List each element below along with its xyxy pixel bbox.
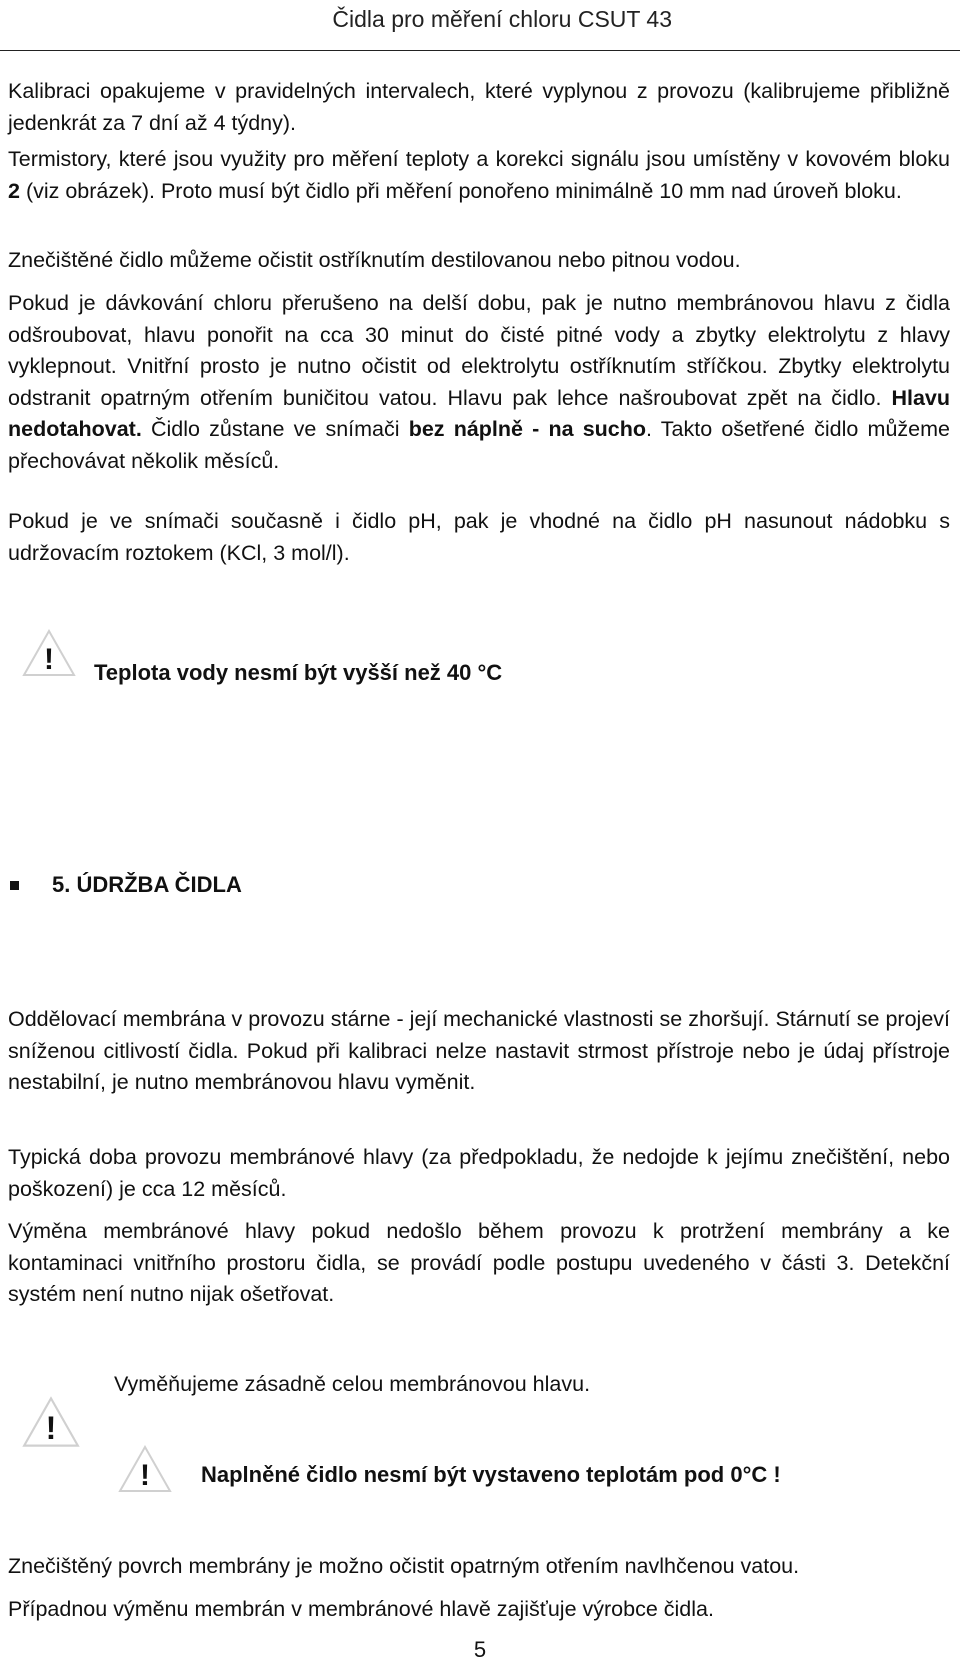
- paragraph-thermistors-block-number: 2: [8, 178, 20, 203]
- paragraph-membrane-surface-cleaning: Znečištěný povrch membrány je možno očistit opatrným otřením navlhčenou vatou.: [8, 1554, 800, 1578]
- paragraph-dosing-b: Hlavu nedotahovat.: [8, 385, 950, 441]
- paragraph-head-replacement: Výměna membránové hlavy pokud nedošlo během provozu k protržení membrány a ke kontaminaci vnitřního prostoru čidla, se provádí podle postupu uvedeného v části 3. Detekční systém není nutno nijak ošetřovat.: [8, 1219, 950, 1306]
- paragraph-thermistors-a: Termistory, které jsou využity pro měření teploty a korekci signálu jsou umístěny v kovovém bloku: [8, 147, 950, 171]
- paragraph-thermistors-c: (viz obrázek). Proto musí být čidlo při měření ponořeno minimálně 10 mm nad úroveň bloku.: [19, 178, 902, 203]
- paragraph-calibration-interval: Kalibraci opakujeme v pravidelných intervalech, které vyplynou z provozu (kalibrujeme přibližně jedenkrát za 7 dní až 4 týdny).: [8, 79, 950, 135]
- paragraph-thermistors: [8, 144, 950, 207]
- warning-icon-glyph: !: [44, 643, 54, 676]
- warning-icon-glyph: !: [45, 1410, 57, 1447]
- page-number: 5: [473, 1637, 487, 1662]
- section-bullet: [10, 881, 19, 890]
- paragraph-dosing-d: bez náplně - na sucho: [408, 417, 647, 441]
- paragraph-membrane-replacement-manufacturer: Případnou výměnu membrán v membránové hlavě zajišťuje výrobce čidla.: [8, 1597, 714, 1621]
- paragraph-dosing-interrupted: [8, 288, 950, 477]
- note-replace-whole-head: Vyměňujeme zásadně celou membránovou hlavu.: [114, 1372, 591, 1396]
- warning-icon-glyph: !: [140, 1459, 150, 1492]
- section-heading: 5. ÚDRŽBA ČIDLA: [52, 872, 242, 897]
- paragraph-cleaning: Znečištěné čidlo můžeme očistit ostříknutím destilovanou nebo pitnou vodou.: [8, 248, 741, 272]
- warning-icon: [22, 629, 76, 677]
- paragraph-membrane-lifetime: Typická doba provozu membránové hlavy (za předpokladu, že nedojde k jejímu znečištění, nebo poškození) je cca 12 měsíců.: [8, 1145, 950, 1201]
- paragraph-ph-sensor: Pokud je ve snímači současně i čidlo pH, pak je vhodné na čidlo pH nasunout nádobku s udržovacím roztokem (KCl, 3 mol/l).: [8, 509, 950, 565]
- paragraph-dosing-c: Čidlo zůstane ve snímači: [141, 417, 409, 441]
- warning-icon: [22, 1395, 80, 1449]
- paragraph-membrane-aging: Oddělovací membrána v provozu stárne - její mechanické vlastnosti se zhoršují. Stárnutí se projeví sníženou citlivostí čidla. Pokud při kalibraci nelze nastavit strmost přístroje nebo je údaj přístroje nestabilní, je nutno membránovou hlavu vyměnit.: [8, 1007, 950, 1094]
- header-title: Čidla pro měření chloru CSUT 43: [332, 6, 672, 32]
- warning-water-temperature: Teplota vody nesmí být vyšší než 40 °C: [94, 660, 503, 685]
- paragraph-dosing-e: . Takto ošetřené čidlo můžeme přechovávat několik měsíců.: [8, 417, 950, 473]
- paragraph-dosing-a: Pokud je dávkování chloru přerušeno na delší dobu, pak je nutno membránovou hlavu z čidla odšroubovat, hlavu ponořit na cca 30 minut do čisté pitné vody a zbytky elektrolytu z hlavy vyklepnout. Vnitřní prosto je nutno očistit od elektrolytu ostříknutím stříčkou. Zbytky elektrolytu odstranit opatrným otřením buničitou vatou. Hlavu pak lehce našroubovat zpět na čidlo.: [8, 291, 950, 410]
- warning-icon: [118, 1445, 172, 1493]
- page-header: [0, 0, 960, 51]
- warning-freezing: Naplněné čidlo nesmí být vystaveno teplotám pod 0°C !: [201, 1462, 781, 1487]
